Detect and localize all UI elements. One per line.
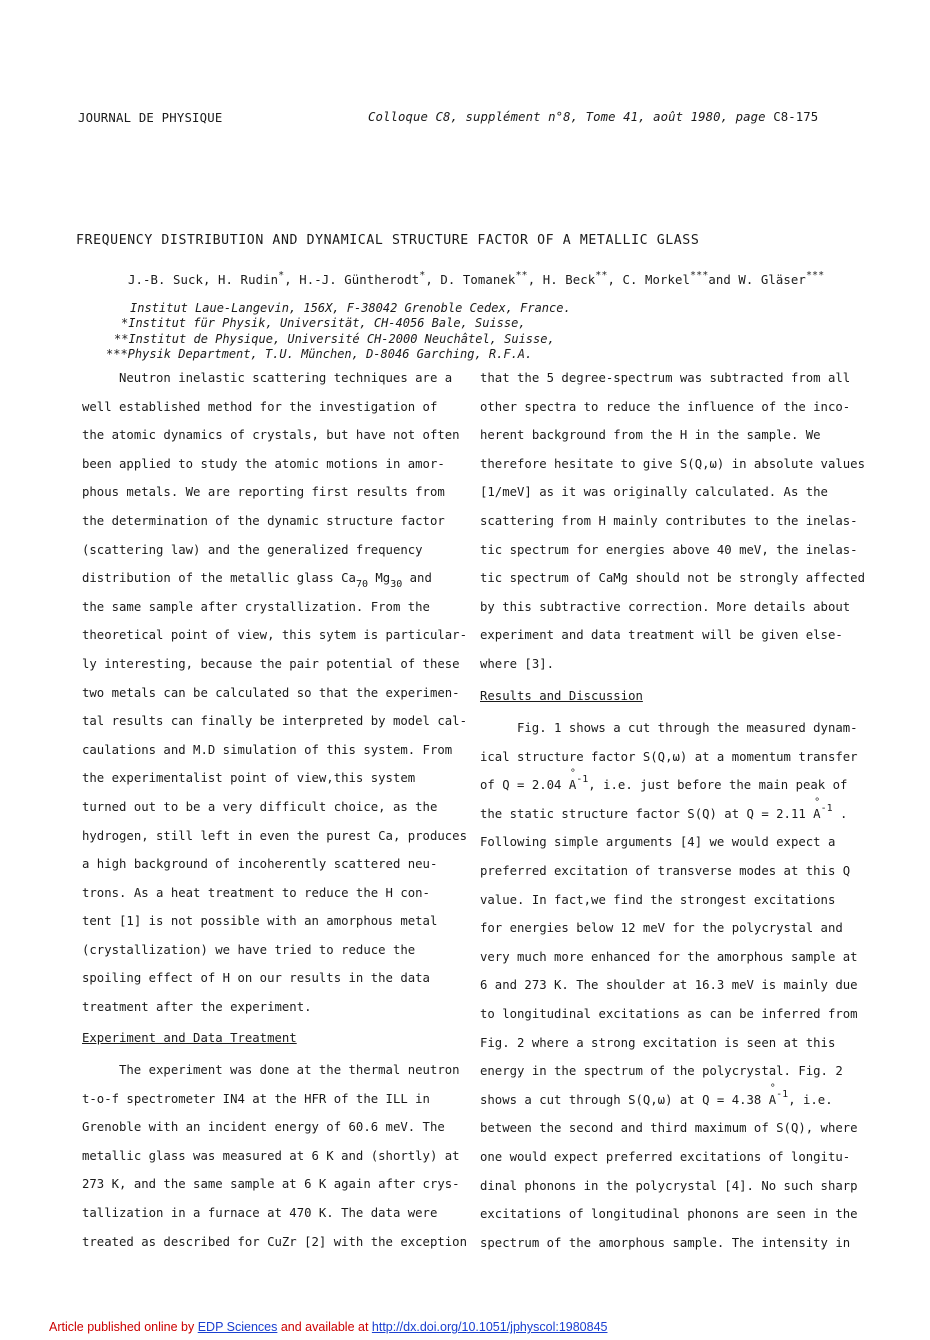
text-line: value. In fact,we find the strongest excitations [480,892,836,907]
text-line: trons. As a heat treatment to reduce the H con- [82,885,430,900]
text-line: tallization in a furnace at 470 K. The data were [82,1205,438,1220]
text-line: turned out to be a very difficult choice, as the [82,799,438,814]
text-line: excitations of longitudinal phonons are seen in the [480,1207,858,1222]
text-line: a high background of incoherently scattered neu- [82,857,438,872]
affiliation-block [100,301,571,363]
author-mark: * [419,270,426,281]
text-line [480,800,865,829]
text-line: been applied to study the atomic motions in amor- [82,456,445,471]
text-line: the experimentalist point of view,this system [82,771,416,786]
text-line: preferred excitation of transverse modes at this Q [480,863,851,878]
text-line: two metals can be calculated so that the experimen- [82,685,460,700]
text-line: Following simple arguments [4] we would expect a [480,835,836,850]
text-line: (crystallization) we have tried to reduce the [82,942,416,957]
superscript: -1 [776,1088,789,1100]
author-name: and W. Gläser [708,273,806,287]
author-mark: ** [515,270,528,281]
text-fragment: , i.e. [788,1092,833,1107]
text-line: Neutron inelastic scattering techniques are a [119,371,453,385]
text-fragment: . [832,806,848,821]
angstrom-symbol: ° A [769,1086,776,1115]
text-line: ly interesting, because the pair potential of these [82,656,460,671]
text-line: The experiment was done at the thermal neutron [119,1063,460,1077]
superscript: -1 [820,802,833,814]
author-name: J.-B. Suck, [128,273,211,287]
text-line: Grenoble with an incident energy of 60.6 meV. The [82,1120,445,1135]
text-line: spoiling effect of H on our results in the data [82,971,430,986]
text-line: between the second and third maximum of S(Q), where [480,1121,858,1136]
text-fragment: of Q = 2.04 [480,778,569,793]
text-line: dinal phonons in the polycrystal [4]. No such sharp [480,1178,858,1193]
text-line: the atomic dynamics of crystals, but have not often [82,428,460,443]
text-line: treatment after the experiment. [82,1000,312,1015]
text-line: tal results can finally be interpreted by model cal- [82,714,467,729]
author-name: , H. Beck [527,273,596,287]
doi-link[interactable]: http://dx.doi.org/10.1051/jphyscol:1980845 [371,1320,608,1334]
text-line: 273 K, and the same sample at 6 K again after crys- [82,1177,460,1192]
text-fragment: shows a cut through S(Q,ω) at Q = 4.38 [480,1092,769,1107]
right-column [480,364,865,679]
affiliation-line: *Institut für Physik, Universität, CH-4056 Bale, Suisse, [121,316,526,331]
author-name: , C. Morkel [607,273,691,287]
text-line: other spectra to reduce the influence of the inco- [480,399,851,414]
text-line: the determination of the dynamic structure factor [82,513,445,528]
text-fragment: distribution of the metallic glass Ca [82,571,356,586]
author-mark: *** [690,270,709,281]
affiliation-line: **Institut de Physique, Université CH-2000 Neuchâtel, Suisse, [114,331,555,346]
author-name: , D. Tomanek [425,273,516,287]
text-line: spectrum of the amorphous sample. The intensity in [480,1235,851,1250]
angstrom-symbol: ° A [569,771,576,800]
text-line: treated as described for CuZr [2] with the exception [82,1234,467,1249]
author-mark: * [278,270,285,281]
text-line: phous metals. We are reporting first results from [82,485,445,500]
text-line: Fig. 2 where a strong excitation is seen at this [480,1035,836,1050]
text-line: 6 and 273 K. The shoulder at 16.3 meV is mainly due [480,978,858,993]
text-line: Fig. 1 shows a cut through the measured dynam- [517,721,858,735]
text-line: ical structure factor S(Q,ω) at a momentum transfer [480,749,858,764]
text-line: theoretical point of view, this sytem is particular- [82,628,467,643]
text-line: experiment and data treatment will be given else- [480,628,843,643]
text-line: tic spectrum of CaMg should not be strongly affected [480,571,865,586]
text-line: (scattering law) and the generalized frequency [82,542,423,557]
author-list [128,270,825,287]
author-name: H. Rudin [210,273,279,287]
text-line: therefore hesitate to give S(Q,ω) in absolute values [480,456,865,471]
author-mark: *** [805,270,825,281]
text-line: tic spectrum for energies above 40 meV, the inelas- [480,542,858,557]
text-line [480,771,865,800]
text-line: hydrogen, still left in even the purest Ca, produces [82,828,467,843]
affiliation-line: Institut Laue-Langevin, 156X, F-38042 Grenoble Cedex, France. [130,301,571,315]
footer-middle: and available at [277,1320,372,1334]
text-line [480,1086,865,1115]
text-line: scattering from H mainly contributes to the inelas- [480,513,858,528]
left-column [82,364,467,1022]
subscript: 30 [390,579,403,591]
text-line: for energies below 12 meV for the polycrystal and [480,921,843,936]
text-fragment: and [402,571,432,586]
text-line: by this subtractive correction. More details about [480,599,851,614]
angstrom-symbol: ° A [813,800,820,829]
text-line: [1/meV] as it was originally calculated. As the [480,485,828,500]
text-line: t-o-f spectrometer IN4 at the HFR of the ILL in [82,1091,430,1106]
text-line: tent [1] is not possible with an amorphous metal [82,914,438,929]
right-column-results [480,714,865,1257]
text-fragment: , i.e. just before the main peak of [588,778,848,793]
text-line: very much more enhanced for the amorphous sample at [480,949,858,964]
colloque-text: Colloque C8, supplément n°8, Tome 41, août 1980, page [368,110,766,124]
left-column-experiment [82,1056,467,1256]
text-line: one would expect preferred excitations of longitu- [480,1149,851,1164]
text-line [82,564,467,593]
publication-footer [49,1320,607,1334]
footer-prefix: Article published online by [49,1320,198,1334]
text-line: energy in the spectrum of the polycrystal. Fig. 2 [480,1064,843,1079]
colloque-info [368,110,818,124]
text-line: the same sample after crystallization. From the [82,599,430,614]
author-mark: ** [595,270,608,281]
journal-name: JOURNAL DE PHYSIQUE [78,111,223,125]
text-line: caulations and M.D simulation of this system. From [82,742,453,757]
text-line: to longitudinal excitations as can be inferred from [480,1006,858,1021]
text-line: where [3]. [480,656,555,671]
text-line: well established method for the investigation of [82,399,438,414]
text-line: herent background from the H in the sample. We [480,428,821,443]
page-number: C8-175 [773,110,819,124]
affiliation-line: ***Physik Department, T.U. München, D-8046 Garching, R.F.A. [106,347,533,362]
publisher-link[interactable]: EDP Sciences [197,1320,278,1334]
text-line: that the 5 degree-spectrum was subtracted from all [480,371,851,385]
section-heading-experiment: Experiment and Data Treatment [82,1031,297,1045]
author-name: , H.-J. Güntherodt [284,273,420,287]
section-heading-results: Results and Discussion [480,689,643,703]
text-line: metallic glass was measured at 6 K and (shortly) at [82,1148,460,1163]
paper-title: FREQUENCY DISTRIBUTION AND DYNAMICAL STRUCTURE FACTOR OF A METALLIC GLASS [76,233,700,248]
text-fragment: the static structure factor S(Q) at Q = 2.11 [480,806,814,821]
text-fragment: Mg [367,571,391,586]
superscript: -1 [576,774,589,786]
subscript: 70 [355,579,368,591]
